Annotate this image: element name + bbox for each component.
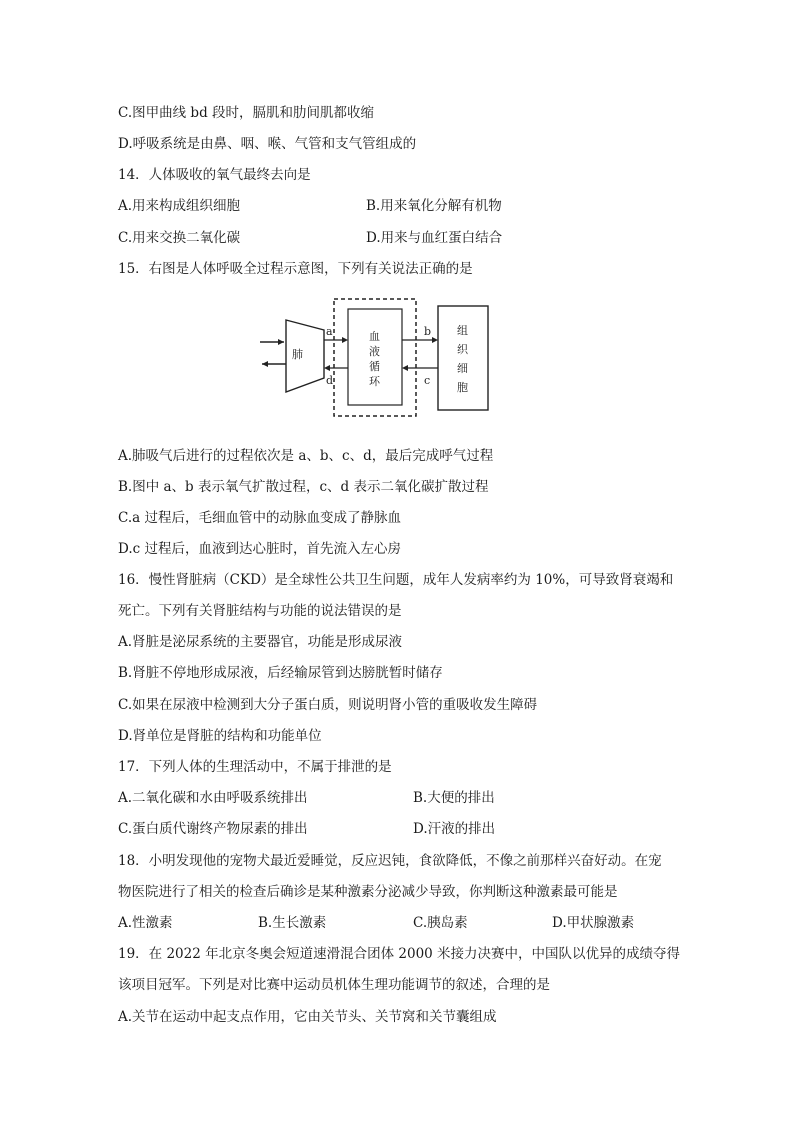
q15-option-d: D.c 过程后，血液到达心脏时，首先流入左心房 bbox=[118, 541, 401, 557]
tissue-char-3: 细 bbox=[457, 362, 468, 375]
q18-option-d: D.甲状腺激素 bbox=[552, 915, 635, 931]
q14-option-b: B.用来氧化分解有机物 bbox=[366, 198, 502, 214]
q18-stem-line1: 18．小明发现他的宠物犬最近爱睡觉，反应迟钝，食欲降低，不像之前那样兴奋好动。在宠 bbox=[118, 853, 662, 869]
q16-option-a: A.肾脏是泌尿系统的主要器官，功能是形成尿液 bbox=[118, 634, 403, 650]
tissue-cells-box bbox=[438, 306, 488, 410]
blood-char-2: 液 bbox=[369, 345, 380, 358]
q17-stem: 17．下列人体的生理活动中，不属于排泄的是 bbox=[118, 759, 392, 775]
q18-stem-line2: 物医院进行了相关的检查后确诊是某种激素分泌减少导致，你判断这种激素最可能是 bbox=[118, 884, 618, 900]
q19-stem-line1: 19．在 2022 年北京冬奥会短道速滑混合团体 2000 米接力决赛中，中国队以优异的成绩夺得 bbox=[118, 946, 681, 962]
blood-char-3: 循 bbox=[369, 360, 380, 373]
q13-option-d: D.呼吸系统是由鼻、咽、喉、气管和支气管组成的 bbox=[118, 136, 417, 152]
lung-label: 肺 bbox=[292, 348, 303, 361]
q18-option-c: C.胰岛素 bbox=[413, 915, 468, 931]
label-c: c bbox=[424, 374, 431, 387]
q13-option-c: C.图甲曲线 bd 段时，膈肌和肋间肌都收缩 bbox=[118, 105, 375, 121]
blood-char-1: 血 bbox=[369, 330, 380, 343]
tissue-char-4: 胞 bbox=[457, 381, 468, 394]
q14-option-d: D.用来与血红蛋白结合 bbox=[366, 230, 503, 246]
q17-option-b: B.大便的排出 bbox=[413, 790, 495, 806]
q15-option-c: C.a 过程后，毛细血管中的动脉血变成了静脉血 bbox=[118, 510, 401, 526]
q17-option-a: A.二氧化碳和水由呼吸系统排出 bbox=[118, 790, 308, 806]
q19-option-a: A.关节在运动中起支点作用，它由关节头、关节窝和关节囊组成 bbox=[118, 1009, 497, 1025]
label-d: d bbox=[326, 374, 334, 387]
q18-option-a: A.性激素 bbox=[118, 915, 173, 931]
q16-option-d: D.肾单位是肾脏的结构和功能单位 bbox=[118, 728, 322, 744]
q16-option-b: B.肾脏不停地形成尿液，后经输尿管到达膀胱暂时储存 bbox=[118, 665, 443, 681]
q14-stem: 14．人体吸收的氧气最终去向是 bbox=[118, 167, 311, 183]
q17-option-c: C.蛋白质代谢终产物尿素的排出 bbox=[118, 821, 308, 837]
tissue-char-2: 织 bbox=[457, 343, 468, 356]
q19-stem-line2: 该项目冠军。下列是对比赛中运动员机体生理功能调节的叙述，合理的是 bbox=[118, 977, 550, 993]
respiration-diagram bbox=[258, 296, 498, 420]
q16-stem-line1: 16．慢性肾脏病（CKD）是全球性公共卫生问题，成年人发病率约为 10%，可导致肾衰竭和 bbox=[118, 572, 674, 588]
label-b: b bbox=[424, 325, 432, 338]
label-a: a bbox=[326, 325, 333, 338]
blood-char-4: 环 bbox=[369, 375, 380, 388]
q16-option-c: C.如果在尿液中检测到大分子蛋白质，则说明肾小管的重吸收发生障碍 bbox=[118, 697, 538, 713]
q14-option-a: A.用来构成组织细胞 bbox=[118, 198, 241, 214]
q15-option-b: B.图中 a、b 表示氧气扩散过程，c、d 表示二氧化碳扩散过程 bbox=[118, 479, 489, 495]
q16-stem-line2: 死亡。下列有关肾脏结构与功能的说法错误的是 bbox=[118, 603, 402, 619]
tissue-char-1: 组 bbox=[457, 324, 468, 337]
q15-stem: 15．右图是人体呼吸全过程示意图，下列有关说法正确的是 bbox=[118, 261, 473, 277]
q17-option-d: D.汗液的排出 bbox=[413, 821, 496, 837]
q18-option-b: B.生长激素 bbox=[258, 915, 327, 931]
q15-option-a: A.肺吸气后进行的过程依次是 a、b、c、d，最后完成呼气过程 bbox=[118, 448, 494, 464]
q14-option-c: C.用来交换二氧化碳 bbox=[118, 230, 241, 246]
